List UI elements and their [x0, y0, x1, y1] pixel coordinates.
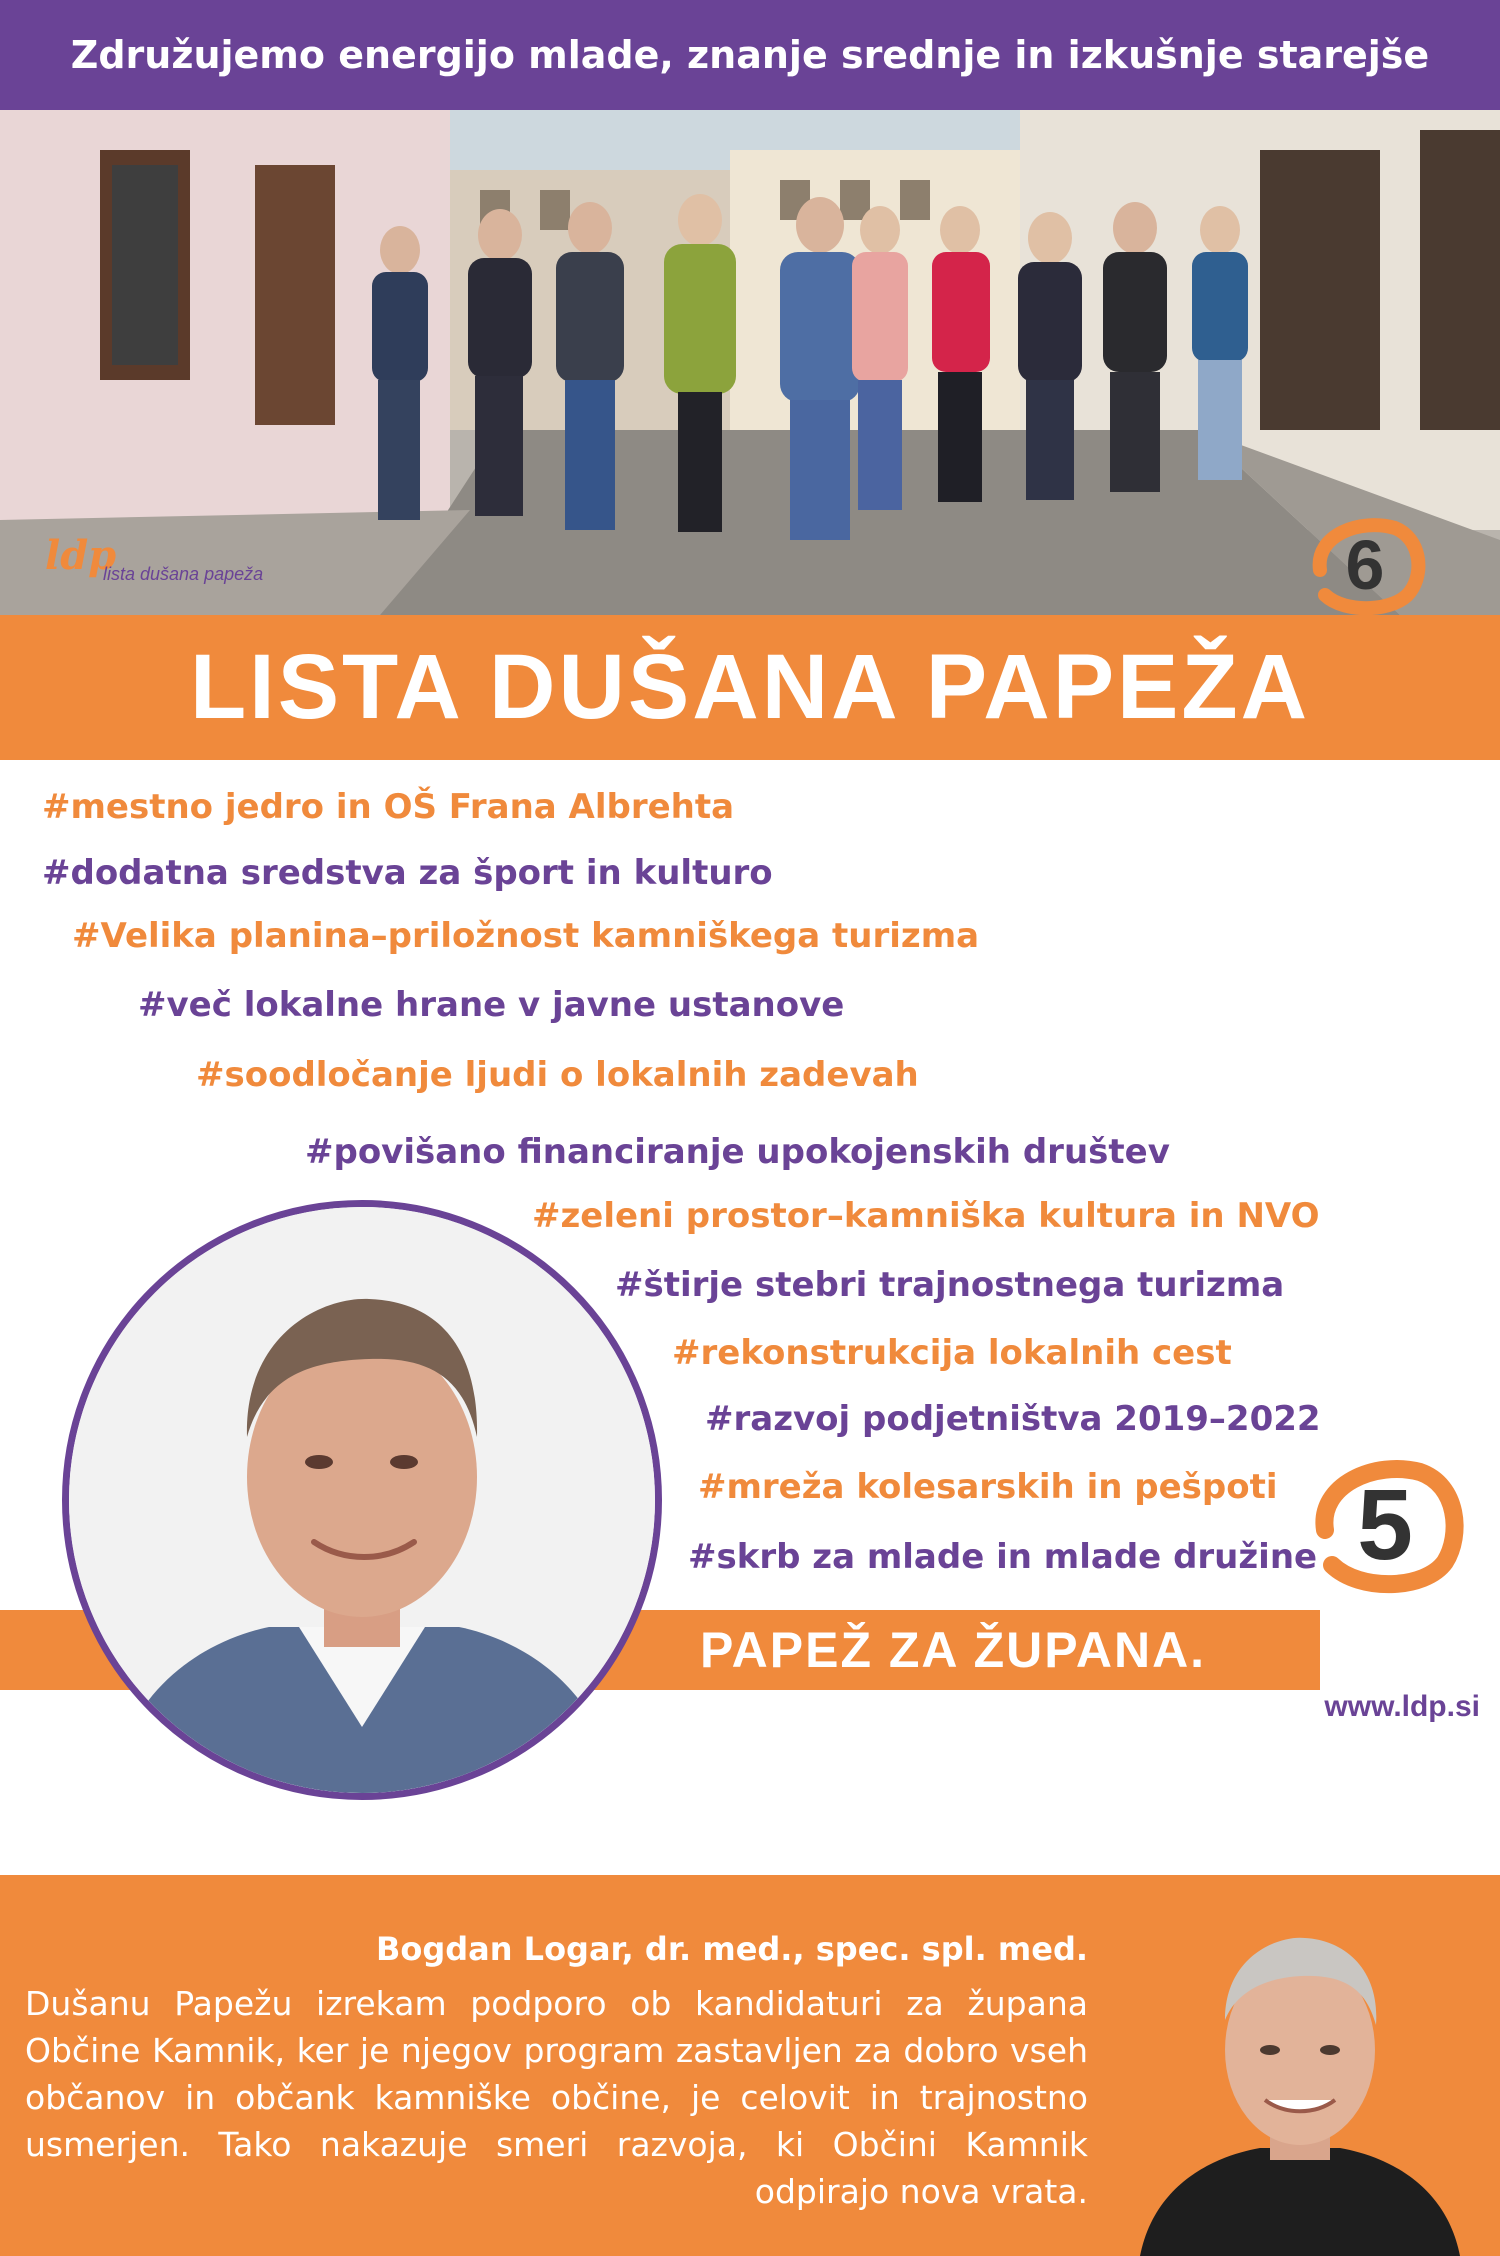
hashtag-item: #štirje stebri trajnostnega turizma — [615, 1265, 1285, 1305]
list-number: 6 — [1345, 526, 1385, 604]
candidate-number: 5 — [1357, 1469, 1413, 1581]
list-number-badge — [1300, 510, 1430, 615]
hashtag-item: #zeleni prostor–kamniška kultura in NVO — [532, 1196, 1320, 1236]
header-tagline: Združujemo energijo mlade, znanje srednje in izkušnje starejše — [70, 33, 1430, 77]
hashtag-item: #mreža kolesarskih in pešpoti — [698, 1467, 1278, 1507]
list-title: LISTA DUŠANA PAPEŽA — [189, 636, 1311, 738]
hashtag-item: #rekonstrukcija lokalnih cest — [672, 1333, 1232, 1373]
hashtag-item: #razvoj podjetništva 2019–2022 — [705, 1399, 1321, 1439]
hashtag-item: #povišano financiranje upokojenskih društev — [305, 1132, 1170, 1172]
team-photo — [0, 110, 1500, 615]
website-link[interactable]: www.ldp.si — [1324, 1690, 1480, 1723]
hashtag-item: #soodločanje ljudi o lokalnih zadevah — [196, 1055, 919, 1095]
endorser-photo — [1130, 1900, 1470, 2256]
hashtag-item: #dodatna sredstva za šport in kulturo — [42, 853, 773, 893]
slogan: PAPEŽ ZA ŽUPANA. — [700, 1622, 1207, 1678]
candidate-number-badge — [1300, 1450, 1470, 1600]
endorser-photo-illustration — [1130, 1900, 1470, 2256]
candidate-portrait — [62, 1200, 662, 1800]
hashtag-item: #skrb za mlade in mlade družine — [688, 1537, 1318, 1577]
ldp-logo-mark: ldp — [45, 532, 117, 579]
hashtag-item: #mestno jedro in OŠ Frana Albrehta — [42, 787, 735, 827]
endorser-name: Bogdan Logar, dr. med., spec. spl. med. — [375, 1930, 1088, 1968]
ldp-logo-caption: lista dušana papeža — [103, 564, 264, 584]
candidate-photo — [69, 1207, 655, 1793]
hashtag-item: #Velika planina–priložnost kamniškega turizma — [72, 916, 980, 956]
ldp-logo — [45, 532, 345, 592]
hashtag-item: #več lokalne hrane v javne ustanove — [138, 985, 845, 1025]
endorsement-text: Dušanu Papežu izrekam podporo ob kandidaturi za župana Občine Kamnik, ker je njegov program zastavljen za dobro vseh občanov in občank kamniške občine, je celovit in trajnostno usmerjen. Tako nakazuje smeri razvoja, ki Občini Kamnik odpirajo nova vrata. — [25, 1984, 1088, 2211]
